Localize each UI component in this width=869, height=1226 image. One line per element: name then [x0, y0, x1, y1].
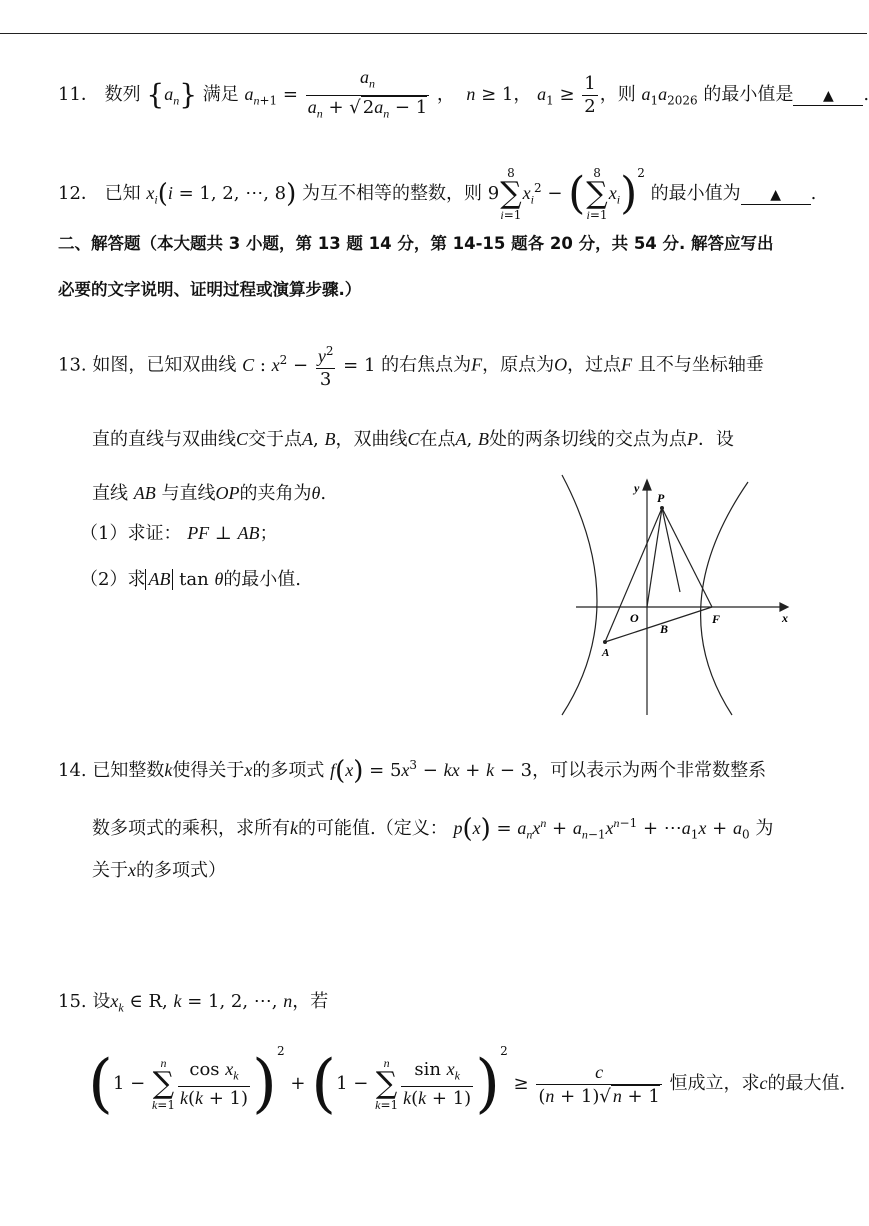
- q14-polynomial-definition: $p(x) = a_nx^n + a_{n-1}x^{n-1}$ + $\cdots a_1x + a_0$: [453, 814, 750, 844]
- point-b-label: B: [660, 622, 669, 636]
- section-2-line-1: 二、解答题（本大题共 3 小题，第 13 题 14 分，第 14-15 题各 20 分，共 54 分. 解答应写出: [58, 234, 774, 253]
- q12-number: 12．: [58, 183, 99, 204]
- q14-line-3: 关于x的多项式）: [92, 860, 226, 881]
- question-11: 11． 数列 $\{a_n\}$ 满足 $a_{n+1}$ = $\frac{a_n}{a_n + √ 2a_n - 1}$ ， n ≥ 1， $a_1$ ≥ $\frac{1}{2}$ ，则 $a_1a_{2026}$ 的最小值是 ▲ .: [58, 67, 869, 121]
- segment-pf: [662, 508, 712, 607]
- section-2-header: [58, 231, 774, 303]
- q13-line-3: 直线 AB 与直线OP的夹角为θ.: [92, 483, 327, 504]
- question-14: 14. 已知整数k使得关于x的多项式 $f(x) = 5x^3$ − kx + k − 3，可以表示为两个非常数整系: [58, 756, 767, 786]
- q13-part-2: （2）求 AB tan θ的最小值.: [80, 569, 302, 590]
- segment-af: [605, 607, 712, 642]
- hyperbola-left-branch: [562, 475, 597, 715]
- q13-part-1: （1）求证： PF ⊥ AB；: [80, 523, 278, 544]
- segment-po: [647, 508, 662, 607]
- x-axis-label: x: [782, 611, 788, 625]
- section-2-line-2: 必要的文字说明、证明过程或演算步骤.）: [58, 280, 362, 299]
- q14-number: 14.: [58, 760, 87, 781]
- point-a-label: A: [602, 647, 610, 659]
- q13-figure: [540, 470, 800, 720]
- point-p-dot: [660, 506, 664, 510]
- q13-line-2: 直的直线与双曲线C交于点A, B，双曲线C在点A, B处的两条切线的交点为点P．设: [92, 429, 734, 450]
- point-a-dot: [603, 640, 607, 644]
- q12-variable: $x_i(i = 1$, 2, ⋯, 8): [146, 179, 297, 209]
- q13-hyperbola: C : $x^2$ − $\frac{y^2}{3}$ = 1: [242, 355, 375, 376]
- q14-line-2: 数多项式的乘积，求所有k的可能值.（定义： $p(x) = a_nx^n + a_{n-1}x^{n-1}$ + $\cdots a_1x + a_0$ 为: [92, 814, 774, 844]
- q11-sequence: $\{a_n\}$: [146, 78, 198, 112]
- header-rule: [0, 33, 867, 34]
- y-axis-label: y: [634, 481, 640, 495]
- point-p-label: P: [657, 491, 665, 505]
- q11-condition-a1: $a_1$ ≥ $\frac{1}{2}$: [537, 72, 596, 117]
- q11-number: 11．: [58, 84, 99, 106]
- question-15: 15. 设$x_k$ ∈ R, k = 1, 2, ⋯, n，若: [58, 991, 329, 1015]
- question-13: 13. 如图，已知双曲线 C : $x^2$ − $\frac{y^2}{3}$ = 1 的右焦点为F，原点为O，过点F 且不与坐标轴垂: [58, 340, 764, 391]
- q12-expression: 98 ∑ $i=1x_i^2$ − ( 8 ∑ $i=1x_i)^2$: [487, 166, 645, 222]
- q15-inequality: (1 − n ∑ k=1 $\frac{\cos x_k}{k(k + 1)}$ )$^2$ + (1 − n ∑ k=1 $\frac{\sin x_k}{k(k + 1)}$ )$^2$ ≥ $\frac{c}{(n + 1)√ n + 1}$ 恒成立，求c的最大值.: [88, 1044, 846, 1121]
- q11-product: $a_1a_{2026}$: [641, 84, 698, 108]
- q11-recurrence: $a_{n+1}$ = $\frac{a_n}{a_n + √ 2a_n - 1}$: [244, 67, 428, 121]
- q11-answer-blank[interactable]: ▲: [793, 87, 863, 106]
- x-axis-arrow: [780, 603, 788, 611]
- q11-condition-n: n ≥ 1: [466, 84, 514, 106]
- point-o-label: O: [630, 611, 639, 625]
- y-axis-arrow: [643, 480, 651, 490]
- question-12: 12． 已知 $x_i(i = 1$, 2, ⋯, 8) 为互不相等的整数，则 98 ∑ $i=1x_i^2$ − ( 8 ∑ $i=1x_i)^2$ 的最小值为 ▲ .: [58, 166, 817, 222]
- q14-polynomial: $f(x) = 5x^3$ − kx + k − 3: [330, 756, 533, 786]
- q13-number: 13.: [58, 354, 87, 376]
- point-f-label: F: [712, 612, 721, 626]
- tangent-at-b: [662, 508, 680, 592]
- q15-number: 15.: [58, 991, 87, 1012]
- q12-answer-blank[interactable]: ▲: [741, 186, 811, 205]
